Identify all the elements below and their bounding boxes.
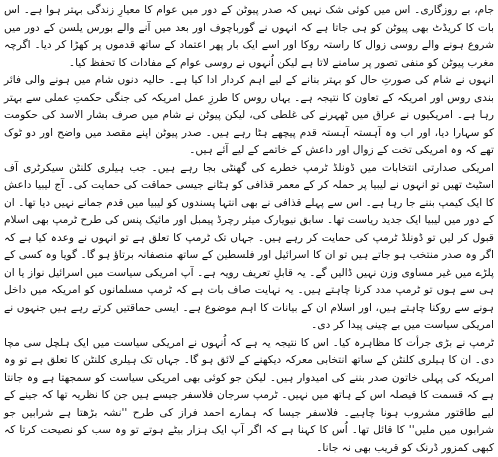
article-body — [4, 2, 494, 457]
article-paragraph: جام، بے روزگاری۔ اس میں کوئی شک نہیں کہ صدر پیوٹن کے دور میں عوام کا معیارِ زندگی بہتر ہوا ہے۔ اس بات کا کریڈٹ بھی پیوٹن کو ہی جاتا ہے کہ انہوں نے گورباچوف اور بعد میں آنے والے بورس یلسن کے دور میں شروع ہونے والے روسی زوال کا راستہ روکا اور اسے ایک بار پھر اعتماد کے ساتھ قدموں پر کھڑا کر دیا۔ اگرچہ مغرب پیوٹن کو منفی تصور پر سامنے لاتا ہے لیکن اُنہوں نے روسی عوام کے مفادات کا تحفظ کیا۔ — [4, 2, 494, 72]
article-paragraph: ٹرمپ نے بڑی جرأت کا مظاہرہ کیا۔ اس کا نتیجہ یہ ہے کہ اُنہوں نے امریکی سیاست میں ایک ہلچل سی مچا دی۔ ان کا ہیلری کلنٹن کے ساتھ انتخابی معرکہ دیکھنے کے لائق ہو گا۔ جہاں تک ہیلری کلنٹن کا تعلق ہے تو وہ امریکہ کی پہلی خاتون صدر بننے کی امیدوار ہیں۔ لیکن جو کوئی بھی امریکی سیاست کو سمجھتا ہے وہ جانتا ہے کہ قسمت کا فیصلہ اس کے ہاتھ میں نہیں۔ ٹرمپ سرجان فلاسفر جیسے ہیں جن کا نظریہ تھا کہ جینے کے لیے طاقتور مشروب ہونا چاہیے۔ فلاسفر جیسا کہ ہمارے احمد فراز کی طرح ''نشہ بڑھتا ہے شرابیں جو شرابوں میں ملیں'' کا قائل تھا۔ اُس کا کہنا ہے کہ اگر آپ ایک ہزار بیٹے ہوتے تو وہ سب کو نصیحت کرتا کہ کبھی کمزور ڈرنک کو قریب بھی نہ جانا۔ — [4, 335, 494, 457]
article-paragraph: امریکی صدارتی انتخابات میں ڈونلڈ ٹرمپ خطرے کی گھنٹی بجا رہے ہیں۔ جب ہیلری کلنٹن سیکرٹری آف اسٹیٹ تھیں تو انہوں نے لیبیا پر حملہ کر کے معمر قذافی کو ہٹانے جیسی حماقت کی حمایت کی۔ آج لیبیا داعش کا ایک کیمپ بننے جا رہا ہے۔ اس سے پہلے قذافی نے بھی انتہا پسندوں کو لیبیا میں قدم جمانے نہیں دیا تھا۔ ان کے دور میں لیبیا ایک جدید ریاست تھا۔ سابق نیویارک میئر رچرڈ پیمبل اور مائیک پنس کی طرح ٹرمپ بھی اسلام قبول کر لیں تو ڈونلڈ ٹرمپ کی حمایت کر رہے ہیں۔ جہاں تک ٹرمپ کا تعلق ہے تو انہوں نے وعدہ کیا ہے کہ اگر وہ صدر منتخب ہو جاتے ہیں تو ان کا اسرائیل اور فلسطین کے ساتھ منصفانہ برتاؤ ہو گا۔ گویا وہ کسی کے پلڑے میں غیر مساوی وزن نہیں ڈالیں گے۔ یہ قابلِ تعریف رویہ ہے۔ آپ امریکی سیاست میں اسرائیل نواز یا ان ہی سے ہوں تو ٹرمپ مدد کرنا چاہتے ہیں۔ یہ نہایت صاف بات ہے کہ ٹرمپ مسلمانوں کو امریکہ میں داخل ہونے سے روکنا چاہتے ہیں، اور اسلام ان کے بیانات کا اہم موضوع ہے۔ ایسی حماقتیں کرتے رہے ہیں جنہوں نے امریکی سیاست میں بے چینی پیدا کر دی۔ — [4, 160, 494, 335]
article-paragraph: انہوں نے شام کی صورتِ حال کو بہتر بنانے کے لیے اہم کردار ادا کیا ہے۔ حالیہ دنوں شام میں ہونے والی فائر بندی روس اور امریکہ کے تعاون کا نتیجہ ہے۔ یہاں روس کا طرزِ عمل امریکہ کی جنگی حکمتِ عملی سے بہتر رہا ہے۔ امریکیوں نے عراق میں ٹھہرنے کی غلطی کی، لیکن پیوٹن نے شام میں صرف بشار الاسد کی حکومت کو سہارا دیا، اور اب وہ آہستہ آہستہ قدم پیچھے ہٹا رہے ہیں۔ صدر پیوٹن اپنے مقصد میں واضح اور دو ٹوک تھے کہ وہ امریکی تخت کے زوال اور داعش کے خاتمے کے لیے آئے ہیں۔ — [4, 72, 494, 160]
